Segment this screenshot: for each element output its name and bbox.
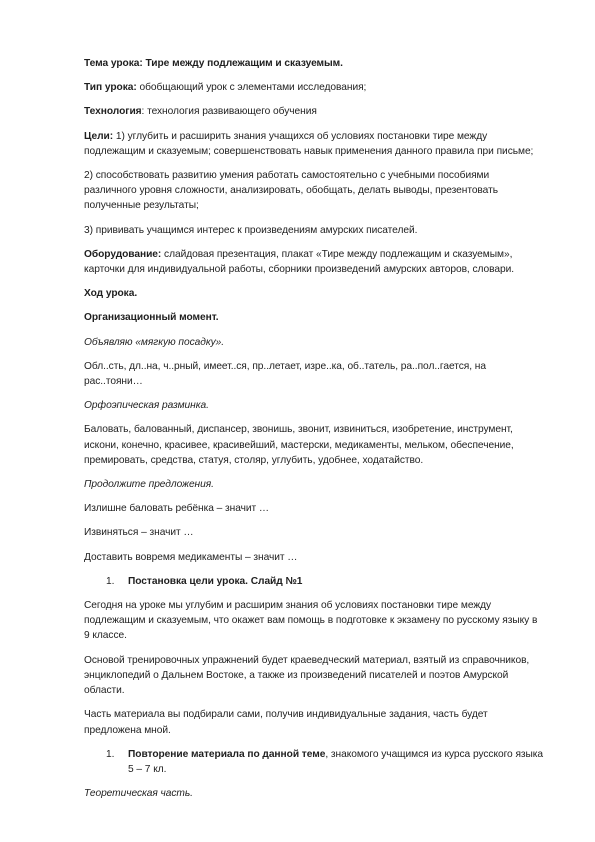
sentence-3: Доставить вовремя медикаменты – значит … bbox=[84, 551, 298, 563]
paragraph-3: Часть материала вы подбирали сами, получив индивидуальные задания, часть будет предложена мной. bbox=[84, 709, 488, 736]
topic-value: Тире между подлежащим и сказуемым. bbox=[142, 58, 343, 69]
continue-heading: Продолжите предложения. bbox=[84, 479, 214, 491]
orthoepic-words: Баловать, балованный, диспансер, звонишь, звонит, извиниться, изобретение, инструмент, искони, конечно, красивее, красивейший, мастерски, медикаменты, мельком, обеспечение, премировать, средства, статуя, столяр, углубить, удобнее, ходатайство. bbox=[84, 424, 514, 466]
item-text: Постановка цели урока. Слайд №1 bbox=[128, 575, 303, 587]
lesson-topic bbox=[84, 56, 544, 71]
goal-2: 2) способствовать развитию умения работать самостоятельно с учебными пособиями различного уровня сложности, анализировать, обобщать, делать выводы, презентовать полученные результаты; bbox=[84, 170, 498, 212]
soft-landing: Объявляю «мягкую посадку». bbox=[84, 336, 225, 348]
item-bold-text: Повторение материала по данной теме bbox=[128, 748, 326, 760]
lesson-plan bbox=[84, 56, 544, 810]
lesson-technology bbox=[84, 104, 544, 119]
lesson-type bbox=[84, 80, 544, 95]
tech-value: : технология развивающего обучения bbox=[141, 106, 317, 118]
words-exercise: Обл..сть, дл..на, ч..рный, имеет..ся, пр..летает, изре..ка, об..татель, ра..пол..гается, на рас..тояни… bbox=[84, 360, 486, 388]
equipment-value: слайдовая презентация, плакат «Тире между подлежащим и сказуемым», карточки для индивидуальной работы, сборники произведений амурских авторов, словари. bbox=[84, 248, 515, 276]
goals-label: Цели: bbox=[84, 130, 114, 142]
type-label: Тип урока: bbox=[84, 82, 137, 94]
goal-1 bbox=[84, 129, 544, 159]
paragraph-2: Основой тренировочных упражнений будет краеведческий материал, взятый из справочников, энциклопедий о Дальнем Востоке, а также из произведений писателей и поэтов Амурской области. bbox=[84, 654, 530, 697]
theory-heading: Теоретическая часть. bbox=[84, 788, 193, 800]
topic-label: Тема урока: bbox=[84, 58, 143, 69]
equipment bbox=[84, 247, 544, 277]
item-rest-text: , знакомого учащимся из курса русского языка 5 – 7 кл. bbox=[128, 748, 544, 775]
paragraph-1: Сегодня на уроке мы углубим и расширим знания об условиях постановки тире между подлежащим и сказуемым, что окажет вам помощь в подготовке к экзамену по русскому языку в 9 классе. bbox=[84, 600, 538, 642]
course-heading: Ход урока. bbox=[84, 288, 138, 300]
org-heading: Организационный момент. bbox=[84, 312, 219, 324]
type-value: обобщающий урок с элементами исследования; bbox=[136, 82, 367, 94]
item-number: 1. bbox=[106, 575, 115, 587]
numbered-item-review bbox=[84, 747, 544, 777]
item-number: 1. bbox=[106, 748, 115, 760]
goal-3: 3) прививать учащимся интерес к произведениям амурских писателей. bbox=[84, 224, 418, 236]
item-text bbox=[128, 747, 544, 777]
sentence-2: Извиняться – значит … bbox=[84, 527, 194, 539]
equipment-label: Оборудование: bbox=[84, 248, 162, 260]
orthoepic-heading: Орфоэпическая разминка. bbox=[84, 400, 209, 412]
goal-1-text: 1) углубить и расширить знания учащихся об условиях постановки тире между подлежащим и сказуемым; совершенствовать навык применения данного правила при письме; bbox=[84, 130, 534, 157]
numbered-item-goal bbox=[84, 574, 544, 589]
sentence-1: Излишне баловать ребёнка – значит … bbox=[84, 503, 270, 515]
tech-label: Технология bbox=[84, 106, 142, 118]
